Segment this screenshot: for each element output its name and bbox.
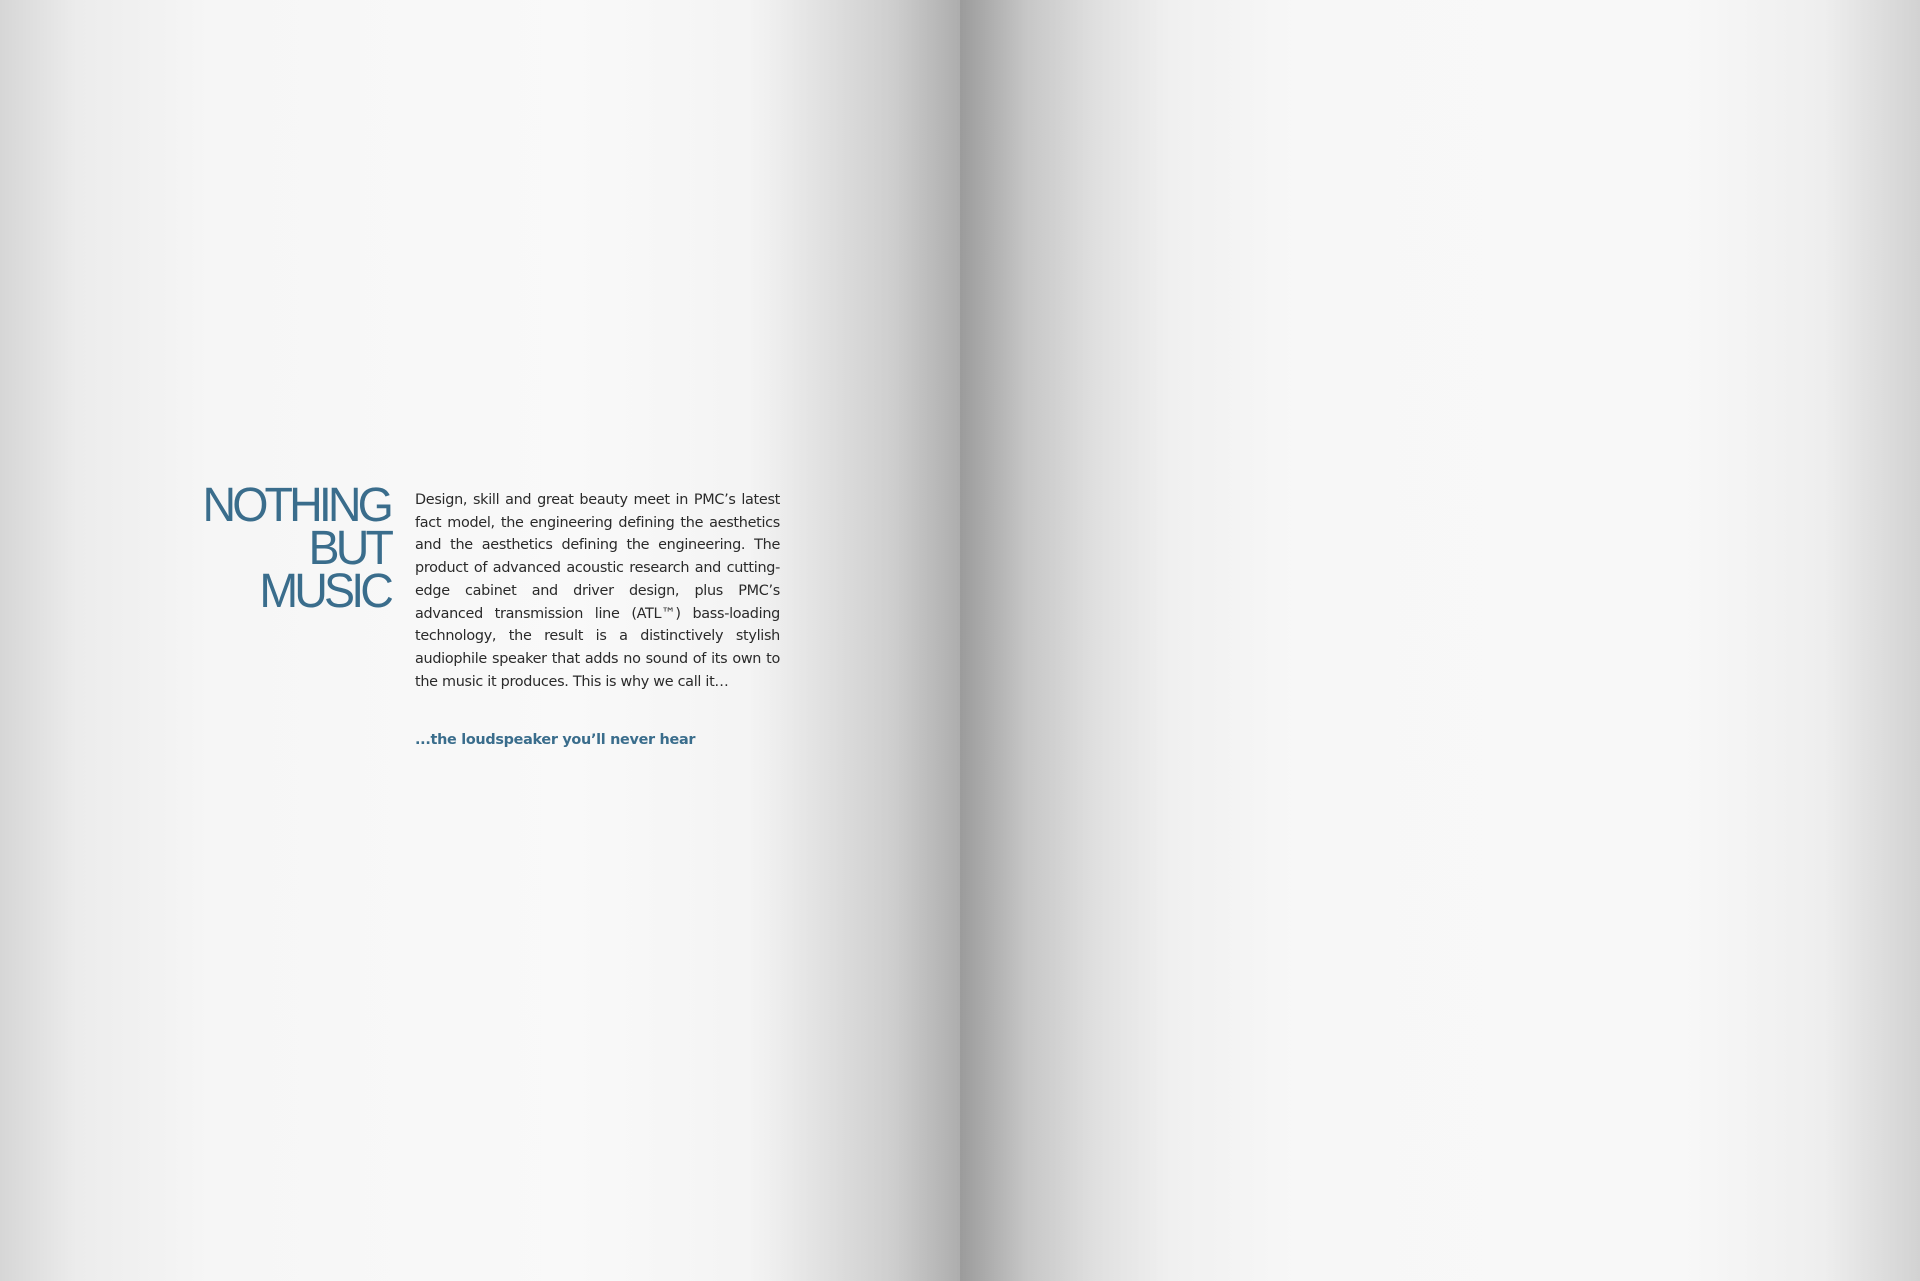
body-paragraph: Design, skill and great beauty meet in PMC’s latest fact model, the engineering defining the aesthetics and the aesthetics defining the engineering. The product of advanced acoustic research and cutting-edge cabinet and driver design, plus PMC’s advanced transmission line (ATL™) bass-loading technology, the result is a distinctively stylish audiophile speaker that adds no sound of its own to the music it produces. This is why we call it…	[415, 492, 780, 690]
right-page	[960, 0, 1920, 1281]
title-line-1: NOTHING	[202, 479, 390, 532]
page-title	[128, 479, 390, 618]
title-line-3: MUSIC	[259, 565, 390, 618]
tagline: ...the loudspeaker you’ll never hear	[415, 732, 696, 748]
title-line-2: BUT	[308, 522, 390, 575]
